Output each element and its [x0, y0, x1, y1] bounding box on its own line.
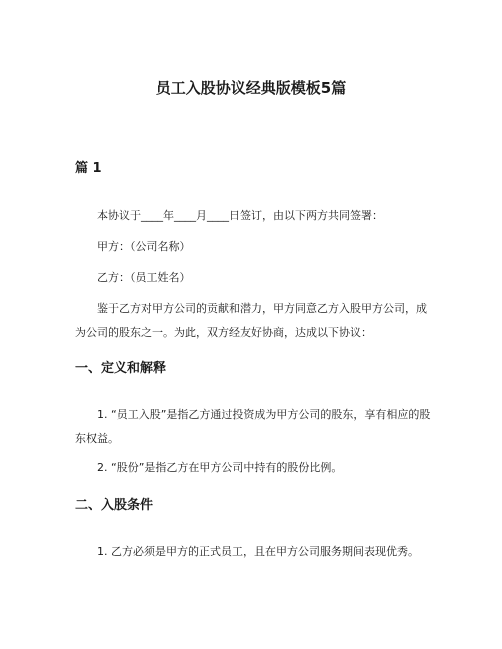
list-item: 2. “股份”是指乙方在甲方公司中持有的股份比例。: [97, 461, 343, 474]
preamble-paragraph: 鉴于乙方对甲方公司的贡献和潜力，甲方同意乙方入股甲方公司，成为公司的股东之一。为此，双方经友好协商，达成以下协议：: [75, 302, 427, 339]
party-b-line: 乙方：（员工姓名）: [97, 271, 191, 284]
document-title: 员工入股协议经典版模板5篇: [155, 79, 347, 97]
section-heading-definitions: 一、定义和解释: [75, 361, 167, 376]
section-heading-conditions: 二、入股条件: [75, 498, 154, 513]
list-item: 1. 乙方必须是甲方的正式员工，且在甲方公司服务期间表现优秀。: [97, 545, 419, 558]
party-a-line: 甲方：（公司名称）: [97, 240, 191, 253]
intro-paragraph: 本协议于____年____月____日签订，由以下两方共同签署：: [97, 209, 383, 222]
part-heading: 篇 1: [75, 161, 102, 176]
list-item: 1. “员工入股”是指乙方通过投资成为甲方公司的股东，享有相应的股东权益。: [75, 408, 431, 445]
